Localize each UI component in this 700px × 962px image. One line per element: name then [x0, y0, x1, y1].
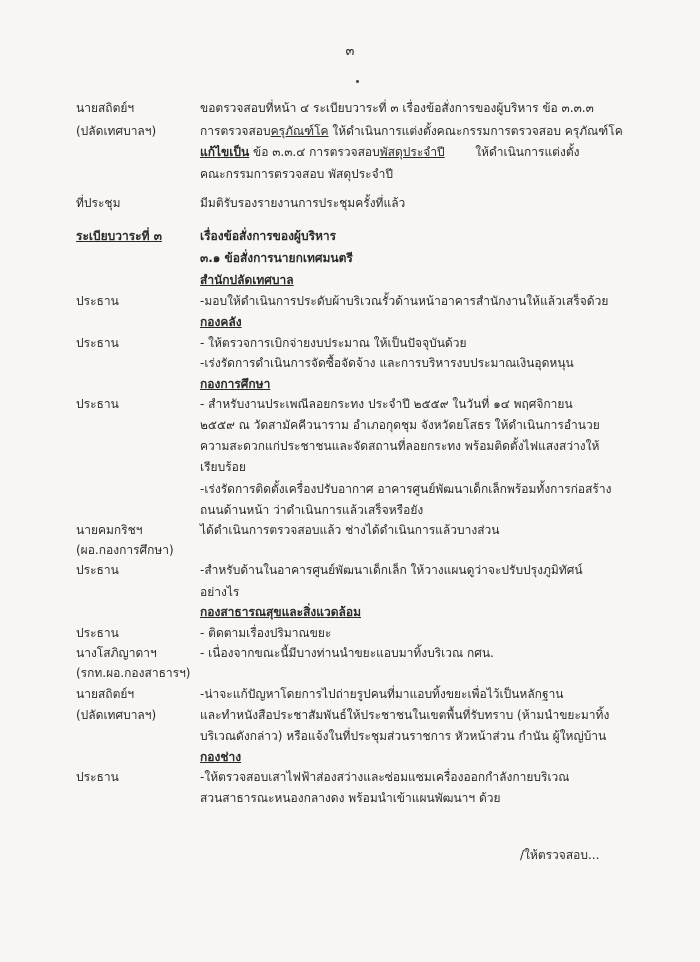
- speaker-label: ประธาน: [76, 294, 119, 308]
- minutes-text: บริเวณดังกล่าว) หรือแจ้งในที่ประชุมส่วนราชการ หัวหน้าส่วน กำนัน ผู้ใหญ่บ้าน: [200, 729, 607, 743]
- speaker-role: (ปลัดเทศบาลฯ): [76, 124, 157, 138]
- text-part: ข้อ ๓.๓.๔ การตรวจสอบ: [249, 145, 380, 159]
- minutes-text: อย่างไร: [200, 585, 240, 599]
- minutes-text: -ให้ตรวจสอบเสาไฟฟ้าส่องสว่างและซ่อมแซมเครื่องออกกำลังกายบริเวณ: [200, 770, 570, 784]
- speaker-label: ที่ประชุม: [76, 196, 121, 210]
- department-heading: สำนักปลัดเทศบาล: [200, 273, 294, 287]
- speaker-label: ประธาน: [76, 770, 119, 784]
- speaker-label: ประธาน: [76, 563, 119, 577]
- agenda-title: เรื่องข้อสั่งการของผู้บริหาร: [200, 229, 337, 243]
- minutes-text: ขอตรวจสอบที่หน้า ๔ ระเบียบวาระที่ ๓ เรื่องข้อสั่งการของผู้บริหาร ข้อ ๓.๓.๓: [200, 101, 594, 115]
- minutes-text: ๒๕๕๙ ณ วัดสามัคคีวนาราม อำเภอกุดชุม จังหวัดยโสธร ให้ดำเนินการอำนวย: [200, 418, 600, 432]
- text-part: ให้ดำเนินการแต่งตั้ง: [444, 145, 580, 159]
- correction-label: แก้ไขเป็น: [200, 145, 250, 159]
- section-heading: ๓.๑ ข้อสั่งการนายกเทศมนตรี: [200, 251, 353, 265]
- page-number: ๓: [345, 44, 355, 59]
- minutes-text: เรียบร้อย: [200, 460, 246, 474]
- speaker-label: นายสถิตย์ฯ: [76, 101, 135, 115]
- underlined-text: ครุภัณฑ์โค: [270, 124, 329, 138]
- text-part: การตรวจสอบ: [200, 124, 271, 138]
- minutes-text: ความสะดวกแก่ประชาชนและจัดสถานที่ลอยกระทง พร้อมติดตั้งไฟแสงสว่างให้: [200, 439, 600, 453]
- minutes-text: [200, 144, 579, 160]
- text-part: ให้ดำเนินการแต่งตั้งคณะกรรมการตรวจสอบ ครุภัณฑ์โค: [328, 124, 623, 138]
- speaker-role: (รกท.ผอ.กองสาธารฯ): [76, 666, 191, 680]
- speaker-label: นายสถิตย์ฯ: [76, 687, 135, 701]
- minutes-text: และทำหนังสือประชาสัมพันธ์ให้ประชาชนในเขตพื้นที่รับทราบ (ห้ามนำขยะมาทิ้ง: [200, 708, 610, 722]
- minutes-text: -เร่งรัดการดำเนินการจัดซื้อจัดจ้าง และการบริหารงบประมาณเงินอุดหนุน: [200, 356, 574, 370]
- minutes-text: -น่าจะแก้ปัญหาโดยการไปถ่ายรูปคนที่มาแอบทิ้งขยะเพื่อไว้เป็นหลักฐาน: [200, 687, 564, 701]
- department-heading: กองการศึกษา: [200, 377, 271, 391]
- minutes-text: ได้ดำเนินการตรวจสอบแล้ว ช่างได้ดำเนินการแล้วบางส่วน: [200, 523, 500, 537]
- department-heading: กองคลัง: [200, 315, 242, 329]
- minutes-text: -เร่งรัดการติดตั้งเครื่องปรับอากาศ อาคารศูนย์พัฒนาเด็กเล็กพร้อมทั้งการก่อสร้าง: [200, 482, 612, 496]
- speaker-label: ประธาน: [76, 626, 119, 640]
- speaker-label: ประธาน: [76, 397, 119, 411]
- minutes-text: -สำหรับด้านในอาคารศูนย์พัฒนาเด็กเล็ก ให้วางแผนดูว่าจะปรับปรุงภูมิทัศน์: [200, 563, 583, 577]
- speaker-label: นายคมกริชฯ: [76, 523, 143, 537]
- minutes-text: -มอบให้ดำเนินการประดับผ้าบริเวณรั้วด้านหน้าอาคารสำนักงานให้แล้วเสร็จด้วย: [200, 294, 609, 308]
- underlined-text: พัสดุประจำปี: [379, 145, 445, 159]
- scan-speck: [356, 80, 359, 83]
- speaker-label: ประธาน: [76, 336, 119, 350]
- minutes-text: - เนื่องจากขณะนี้มีบางท่านนำขยะแอบมาทิ้งบริเวณ กศน.: [200, 646, 494, 660]
- continuation-note: /ให้ตรวจสอบ...: [520, 848, 600, 862]
- minutes-text: - สำหรับงานประเพณีลอยกระทง ประจำปี ๒๕๕๙ ในวันที่ ๑๔ พฤศจิกายน: [200, 397, 573, 411]
- minutes-text: สวนสาธารณะหนองกลางดง พร้อมนำเข้าแผนพัฒนาฯ ด้วย: [200, 791, 501, 805]
- minutes-text: ถนนด้านหน้า ว่าดำเนินการแล้วเสร็จหรือยัง: [200, 503, 424, 517]
- department-heading: กองสาธารณสุขและสิ่งแวดล้อม: [200, 605, 362, 619]
- minutes-text: คณะกรรมการตรวจสอบ พัสดุประจำปี: [200, 167, 394, 181]
- agenda-item-label: ระเบียบวาระที่ ๓: [76, 229, 162, 243]
- minutes-text: มีมติรับรองรายงานการประชุมครั้งที่แล้ว: [200, 196, 406, 210]
- speaker-label: นางโสภิญาดาฯ: [76, 646, 157, 660]
- department-heading: กองช่าง: [200, 750, 242, 764]
- minutes-text: - ให้ตรวจการเบิกจ่ายงบประมาณ ให้เป็นปัจจุบันด้วย: [200, 336, 467, 350]
- minutes-text: [200, 123, 623, 139]
- speaker-role: (ปลัดเทศบาลฯ): [76, 708, 157, 722]
- minutes-text: - ติดตามเรื่องปริมาณขยะ: [200, 626, 332, 640]
- speaker-role: (ผอ.กองการศึกษา): [76, 543, 174, 557]
